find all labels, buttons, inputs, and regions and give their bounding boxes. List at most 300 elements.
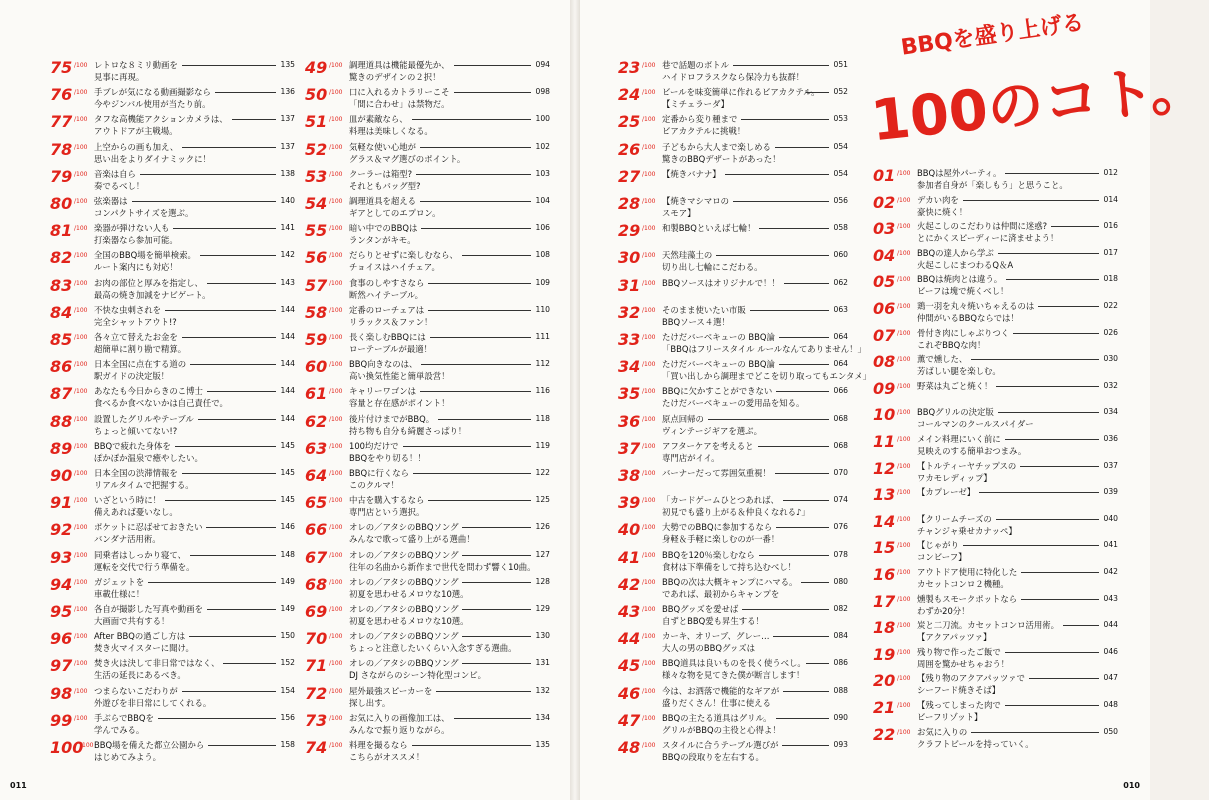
entry-title-line2: アウトドアが主戦場。 xyxy=(94,126,178,137)
entry-title-line2: 食べるか食べないかは自己責任で。 xyxy=(94,398,228,409)
toc-entry xyxy=(873,192,1118,225)
toc-entry xyxy=(50,250,295,280)
entry-page-number: 128 xyxy=(535,576,550,586)
entry-page-number: 056 xyxy=(833,196,848,205)
entry-slash-100: /100 xyxy=(897,542,911,550)
entry-title-line1: BBQは屋外パーティ。 xyxy=(917,168,1002,178)
entry-number: 88 xyxy=(50,411,73,431)
entry-title-line1: 薫で燻した、 xyxy=(917,354,968,365)
entry-title-line2: 超簡単に割り勘で精算。 xyxy=(94,344,187,354)
toc-entry xyxy=(305,196,550,226)
entry-title-line1: After BBQの過ごし方は xyxy=(94,631,186,642)
entry-number: 85 xyxy=(50,330,73,349)
entry-title-line2: BBQをやり切る！！ xyxy=(349,452,426,463)
leader-line xyxy=(708,419,829,420)
entry-slash-100: /100 xyxy=(74,497,88,505)
toc-entry xyxy=(873,567,1118,597)
entry-page-number: 022 xyxy=(1103,301,1118,310)
toc-entry xyxy=(873,325,1118,358)
entry-title-line2: ヴィンテージギアを選ぶ。 xyxy=(662,425,762,436)
entry-slash-100: /100 xyxy=(897,249,911,257)
entry-number: 55 xyxy=(305,221,328,241)
leader-line xyxy=(996,386,1099,387)
entry-title-line1: 皿が素敵なら、 xyxy=(349,114,408,125)
entry-title-line1: だらりとせずに楽しむなら、 xyxy=(349,250,458,261)
entry-page-number: 017 xyxy=(1103,247,1118,257)
entry-page-number: 135 xyxy=(280,60,295,69)
entry-title-line2: ビアカクテルに挑戦！ xyxy=(662,126,746,137)
leader-line xyxy=(428,310,531,311)
leader-line xyxy=(413,473,531,474)
toc-entry xyxy=(50,495,295,525)
entry-page-number: 145 xyxy=(280,440,295,450)
leader-line xyxy=(462,555,531,556)
entry-slash-100: /100 xyxy=(329,415,343,423)
entry-title-line2: 完全シャットアウト!? xyxy=(94,316,177,327)
entry-title-line2: BBQの段取りを左右する。 xyxy=(662,752,764,762)
leader-line xyxy=(1063,625,1099,626)
entry-slash-100: /100 xyxy=(329,361,343,369)
entry-number: 81 xyxy=(50,221,73,241)
entry-number: 42 xyxy=(618,574,641,594)
entry-page-number: 041 xyxy=(1103,540,1118,550)
entry-title-line2: 芳ばしい腿を楽しむ。 xyxy=(917,366,1001,377)
toc-entry xyxy=(50,631,295,661)
leader-line xyxy=(454,718,531,719)
entry-slash-100: /100 xyxy=(642,415,656,423)
toc-entry xyxy=(873,511,1118,544)
entry-title-line1: スタイルに合うテーブル選びが xyxy=(662,740,779,750)
entry-title-line2: であれば、最初からキャンプを xyxy=(662,588,780,599)
entry-page-number: 129 xyxy=(535,604,550,613)
entry-number: 34 xyxy=(618,357,641,377)
toc-entry xyxy=(618,710,848,743)
toc-entry xyxy=(618,438,848,471)
toc-entry xyxy=(873,673,1118,703)
toc-entry xyxy=(873,221,1118,251)
entry-title-line1: 日本全国に点在する道の xyxy=(94,359,187,370)
entry-number: 84 xyxy=(50,302,73,322)
entry-number: 59 xyxy=(305,330,328,349)
entry-page-number: 137 xyxy=(280,141,295,151)
entry-page-number: 060 xyxy=(833,250,848,260)
entry-title-line1: オレの／アタシのBBQソング xyxy=(349,576,459,587)
entry-page-number: 014 xyxy=(1103,194,1118,204)
entry-number: 54 xyxy=(305,194,328,213)
entry-title-line2: 火起こしにまつわるQ＆A xyxy=(917,259,1014,270)
leader-line xyxy=(454,92,531,93)
toc-entry xyxy=(50,386,295,416)
entry-slash-100: /100 xyxy=(74,279,88,287)
leader-line xyxy=(436,691,531,692)
entry-title-line2: コンビーフ】 xyxy=(917,552,967,563)
leader-line xyxy=(779,364,829,365)
entry-number: 62 xyxy=(305,411,328,431)
toc-entry xyxy=(305,411,550,444)
entry-slash-100: /100 xyxy=(642,442,656,450)
leader-line xyxy=(733,201,829,202)
leader-line xyxy=(1005,173,1099,174)
entry-number: 05 xyxy=(873,272,896,292)
entry-title-line2: 打楽器なら参加可能。 xyxy=(94,235,178,246)
entry-title-line2: 焚き火マイスターに聞け。 xyxy=(94,643,194,654)
leader-line xyxy=(165,500,276,501)
entry-title-line2: みんなで振り返りながら。 xyxy=(349,724,450,735)
entry-slash-100: /100 xyxy=(329,62,343,69)
entry-number: 09 xyxy=(873,378,896,398)
entry-slash-100: /100 xyxy=(897,276,911,284)
entry-number: 79 xyxy=(50,166,73,186)
entry-page-number: 054 xyxy=(833,141,848,151)
toc-entry xyxy=(50,604,295,634)
toc-entry xyxy=(873,354,1118,384)
entry-number: 12 xyxy=(873,458,896,478)
entry-number: 56 xyxy=(305,248,328,268)
toc-entry xyxy=(873,245,1118,278)
entry-number: 70 xyxy=(305,629,328,649)
leader-line xyxy=(189,636,276,637)
entry-slash-100: /100 xyxy=(642,388,656,396)
entry-title-line2: 駅ガイドの決定版！ xyxy=(94,371,170,382)
entry-page-number: 145 xyxy=(280,495,295,505)
toc-entry xyxy=(305,604,550,634)
toc-entry xyxy=(618,275,848,308)
toc-entry xyxy=(873,620,1118,650)
entry-page-number: 036 xyxy=(1103,434,1118,443)
leader-line xyxy=(140,174,276,175)
entry-title-line1: 調理道具は機能最優先か、 xyxy=(349,60,450,70)
entry-number: 28 xyxy=(618,194,641,213)
entry-slash-100: /100 xyxy=(642,606,656,613)
entry-page-number: 119 xyxy=(535,440,550,450)
entry-title-line2: 自ずとBBQ愛も昇生する！ xyxy=(662,616,764,626)
entry-title-line1: 鶏一羽を丸々焼いちゃえるのは xyxy=(917,301,1035,311)
leader-line xyxy=(971,359,1099,360)
leader-line xyxy=(421,228,531,229)
entry-title-line1: 定番から変り種まで xyxy=(662,114,738,125)
entry-title-line2: シーフード焼きそば】 xyxy=(917,685,1001,696)
toc-entry xyxy=(305,574,550,607)
entry-slash-100: /100 xyxy=(74,388,88,396)
right-page xyxy=(580,0,1209,800)
leader-line xyxy=(182,147,276,148)
toc-entry xyxy=(618,386,848,416)
leader-line xyxy=(963,545,1099,546)
entry-title-line1: 調理道具を超える xyxy=(349,196,416,206)
entry-title-line1: 【焼きマシマロの xyxy=(662,196,729,206)
entry-number: 75 xyxy=(50,58,73,77)
entry-title-line1: BBQ道具は良いものを長く使うべし。 xyxy=(662,658,806,669)
entry-number: 33 xyxy=(618,330,641,349)
toc-entry xyxy=(618,166,848,199)
entry-number: 06 xyxy=(873,299,896,318)
leader-line xyxy=(454,65,531,66)
toc-entry xyxy=(50,468,295,498)
toc-entry xyxy=(618,60,848,90)
entry-title-line2: 大人の男のBBQグッズは xyxy=(662,643,756,654)
entry-title-line1: 「カードゲームひとつあれば、 xyxy=(662,495,779,506)
leader-line xyxy=(428,500,531,501)
leader-line xyxy=(173,228,276,229)
entry-title-line1: 各自が撮影した写真や動画を xyxy=(94,604,203,614)
entry-title-line1: カーキ、オリーブ、グレー… xyxy=(662,631,770,642)
entry-title-line2: ギアとしてのエプロン。 xyxy=(349,208,441,218)
entry-title-line1: たけだバーベキューの BBQ論 xyxy=(662,359,775,370)
entry-title-line1: アフターケアを考えると xyxy=(662,440,754,451)
entry-slash-100: /100 xyxy=(897,436,911,443)
entry-page-number: 064 xyxy=(833,359,848,369)
entry-number: 29 xyxy=(618,221,641,241)
toc-entry xyxy=(305,60,550,90)
entry-title-line1: 子どもから大人まで楽しめる xyxy=(662,141,771,152)
entry-slash-100: /100 xyxy=(74,198,88,205)
entry-title-line1: 【焼きバナナ】 xyxy=(662,168,721,179)
entry-title-line1: BBQの次は大概キャンプにハマる。 xyxy=(662,576,798,587)
leader-line xyxy=(1038,306,1099,307)
entry-title-line1: 巷で話題のボトル xyxy=(662,60,729,70)
entry-slash-100: /100 xyxy=(642,361,656,369)
entry-number: 69 xyxy=(305,602,328,621)
entry-page-number: 152 xyxy=(280,658,295,668)
entry-number: 72 xyxy=(305,683,328,703)
toc-entry xyxy=(305,438,550,471)
leader-line xyxy=(784,283,829,284)
entry-slash-100: /100 xyxy=(74,62,88,69)
entry-number: 26 xyxy=(618,139,641,159)
entry-title-line2: 見映えのする簡単おつまみ。 xyxy=(917,446,1027,456)
entry-page-number: 149 xyxy=(280,604,295,613)
entry-slash-100: /100 xyxy=(642,497,656,505)
toc-entry xyxy=(873,458,1118,491)
entry-page-number: 141 xyxy=(280,223,295,233)
leader-line xyxy=(462,663,531,664)
toc-entry xyxy=(873,591,1118,624)
entry-page-number: 143 xyxy=(280,277,295,287)
entry-title-line2: 切り出し七輪にこだわる。 xyxy=(662,262,763,273)
entry-number: 60 xyxy=(305,357,328,377)
entry-title-line2: わずか20分！ xyxy=(917,605,970,616)
toc-entry xyxy=(618,495,848,525)
entry-number: 30 xyxy=(618,248,641,268)
leader-line xyxy=(783,691,829,692)
leader-line xyxy=(779,337,829,338)
entry-page-number: 068 xyxy=(833,413,848,423)
entry-number: 66 xyxy=(305,520,328,540)
entry-number: 44 xyxy=(618,629,641,649)
entry-title-line2: 驚きのBBQデザートがあった！ xyxy=(662,153,781,164)
entry-number: 15 xyxy=(873,538,896,558)
entry-slash-100: /100 xyxy=(897,356,911,364)
entry-slash-100: /100 xyxy=(74,143,88,151)
entry-title-line1: 火起こしのこだわりは仲間に迷惑? xyxy=(917,221,1048,232)
leader-line xyxy=(1005,439,1099,440)
entry-title-line2: リラックス＆ファン！ xyxy=(349,316,433,327)
entry-slash-100: /100 xyxy=(897,303,911,310)
entry-number: 90 xyxy=(50,466,73,485)
toc-entry xyxy=(618,330,866,362)
entry-slash-100: /100 xyxy=(897,569,911,576)
entry-title-line2: スモア】 xyxy=(662,208,696,218)
entry-title-line1: 原点回帰の xyxy=(662,413,704,424)
entry-slash-100: /100 xyxy=(642,687,656,695)
entry-number: 49 xyxy=(305,58,328,77)
entry-number: 98 xyxy=(50,683,73,703)
leader-line xyxy=(971,732,1099,733)
entry-page-number: 126 xyxy=(535,522,550,532)
entry-page-number: 098 xyxy=(535,87,550,97)
leader-line xyxy=(759,555,829,556)
entry-title-line1: レトロな８ミリ動画を xyxy=(94,60,178,70)
entry-slash-100: /100 xyxy=(74,306,88,314)
entry-slash-100: /100 xyxy=(74,660,88,668)
entry-number: 45 xyxy=(618,656,641,676)
entry-page-number: 070 xyxy=(833,468,848,477)
toc-entry xyxy=(873,700,1118,730)
leader-line xyxy=(428,283,531,284)
leader-line xyxy=(776,527,829,528)
entry-page-number: 135 xyxy=(535,740,550,749)
entry-slash-100: /100 xyxy=(329,524,343,532)
entry-title-line1: BBQソースはオリジナルで！！ xyxy=(662,277,780,288)
toc-entry xyxy=(50,359,295,389)
entry-title-line1: クーラーは箱型? xyxy=(349,168,413,179)
entry-title-line1: オレの／アタシのBBQソング xyxy=(349,658,459,669)
entry-title-line1: タフな高機能アクションカメラは、 xyxy=(94,114,228,125)
entry-title-line1: ビールを味変簡単に作れるビアカクテル。 xyxy=(662,87,820,98)
entry-page-number: 106 xyxy=(535,223,550,233)
leader-line xyxy=(806,663,829,664)
entry-title-line1: BBQは焼肉とは違う。 xyxy=(917,274,1003,285)
entry-title-line1: 日本全国の渋滞情報を xyxy=(94,468,178,478)
entry-page-number: 047 xyxy=(1103,673,1118,683)
entry-page-number: 012 xyxy=(1103,168,1118,177)
entry-number: 41 xyxy=(618,547,641,567)
entry-page-number: 034 xyxy=(1103,407,1118,417)
page-number-right: 010 xyxy=(1123,781,1140,790)
entry-number: 91 xyxy=(50,493,73,513)
entry-slash-100: /100 xyxy=(74,442,88,450)
entry-page-number: 138 xyxy=(280,168,295,178)
entry-slash-100: /100 xyxy=(74,170,88,178)
toc-entry xyxy=(618,740,848,770)
entry-slash-100: /100 xyxy=(329,334,343,341)
entry-number: 52 xyxy=(305,139,328,159)
entry-slash-100: /100 xyxy=(897,595,911,603)
entry-page-number: 156 xyxy=(280,712,295,722)
entry-page-number: 144 xyxy=(280,386,295,396)
entry-page-number: 149 xyxy=(280,576,295,586)
entry-number: 61 xyxy=(305,384,328,404)
toc-entry xyxy=(618,114,848,144)
entry-slash-100: /100 xyxy=(329,252,343,260)
entry-slash-100: /100 xyxy=(642,225,656,233)
entry-slash-100: /100 xyxy=(897,489,911,497)
entry-page-number: 039 xyxy=(1103,487,1118,497)
toc-entry xyxy=(50,139,295,172)
entry-title-line2: 「買い出しから調理までどこを切り取ってもエンタメ」 xyxy=(662,371,872,382)
entry-page-number: 102 xyxy=(535,141,550,151)
entry-slash-100: /100 xyxy=(329,551,343,559)
entry-title-line2: 盛りだくさん！仕事に使える xyxy=(662,697,771,708)
entry-number: 27 xyxy=(618,166,641,186)
entry-title-line1: 設置したグリルやテーブル xyxy=(94,413,194,424)
toc-entry xyxy=(50,547,295,580)
entry-number: 71 xyxy=(305,656,328,676)
toc-entry xyxy=(618,357,872,389)
entry-number: 13 xyxy=(873,485,896,505)
entry-title-line2: それともバッグ型? xyxy=(349,180,421,191)
entry-title-line1: 100均だけで xyxy=(349,440,399,451)
entry-title-line1: BBQ向きなのは、 xyxy=(349,359,418,370)
entry-title-line2: リアルタイムで把握する。 xyxy=(94,480,194,490)
entry-number: 18 xyxy=(873,618,896,638)
entry-number: 58 xyxy=(305,302,328,322)
entry-slash-100: /100 xyxy=(897,409,911,417)
toc-entry xyxy=(50,302,295,335)
entry-number: 80 xyxy=(50,194,73,213)
entry-page-number: 131 xyxy=(535,658,550,668)
entry-title-line2: バンダナ活用術。 xyxy=(94,534,161,545)
leader-line xyxy=(1013,333,1099,334)
toc-entry xyxy=(50,275,295,308)
entry-slash-100: /100 xyxy=(897,382,911,390)
toc-entry xyxy=(305,522,550,552)
toc-entry xyxy=(873,407,1118,437)
entry-number: 83 xyxy=(50,275,73,295)
entry-title-line2: ローテーブルが最適！ xyxy=(349,344,432,354)
entry-page-number: 158 xyxy=(280,740,295,749)
entry-page-number: 134 xyxy=(535,712,550,722)
entry-number: 50 xyxy=(305,85,328,105)
entry-number: 02 xyxy=(873,192,896,212)
entry-slash-100: /100 xyxy=(329,633,343,641)
entry-title-line1: 料理を撮るなら xyxy=(349,740,408,750)
toc-entry xyxy=(873,168,1118,198)
entry-title-line1: 今は、お洒落で機能的なギアが xyxy=(662,685,780,696)
toc-entry xyxy=(305,740,550,770)
entry-number: 94 xyxy=(50,574,73,594)
entry-number: 38 xyxy=(618,466,641,485)
entry-slash-100: /100 xyxy=(329,198,343,205)
leader-line xyxy=(776,718,829,719)
entry-slash-100: /100 xyxy=(642,198,656,205)
entry-number: 63 xyxy=(305,438,328,458)
entry-page-number: 144 xyxy=(280,413,295,423)
leader-line xyxy=(806,92,829,93)
entry-title-line2: ハイドロフラスクなら保冷力も抜群！ xyxy=(662,72,805,82)
entry-title-line1: ガジェットを xyxy=(94,576,145,587)
leader-line xyxy=(462,255,531,256)
entry-slash-100: /100 xyxy=(74,524,88,532)
entry-title-line1: 手ぶらでBBQを xyxy=(94,712,154,723)
entry-page-number: 026 xyxy=(1103,327,1118,337)
entry-title-line1: BBQ場を備えた都立公園から xyxy=(94,740,205,750)
entry-title-line1: 弦楽器は xyxy=(94,196,128,206)
leader-line xyxy=(420,201,531,202)
toc-entry xyxy=(873,644,1118,677)
entry-title-line1: BBQの達人から学ぶ xyxy=(917,247,994,258)
entry-title-line1: 食事のしやすさなら xyxy=(349,277,425,288)
entry-number: 04 xyxy=(873,245,896,265)
entry-page-number: 037 xyxy=(1103,460,1118,470)
entry-title-line1: 口に入れるカトラリーこそ xyxy=(349,87,450,98)
entry-number: 37 xyxy=(618,438,641,458)
entry-number: 68 xyxy=(305,574,328,594)
toc-entry xyxy=(305,683,550,716)
entry-number: 24 xyxy=(618,85,641,105)
toc-entry xyxy=(618,87,848,117)
leader-line xyxy=(182,691,276,692)
